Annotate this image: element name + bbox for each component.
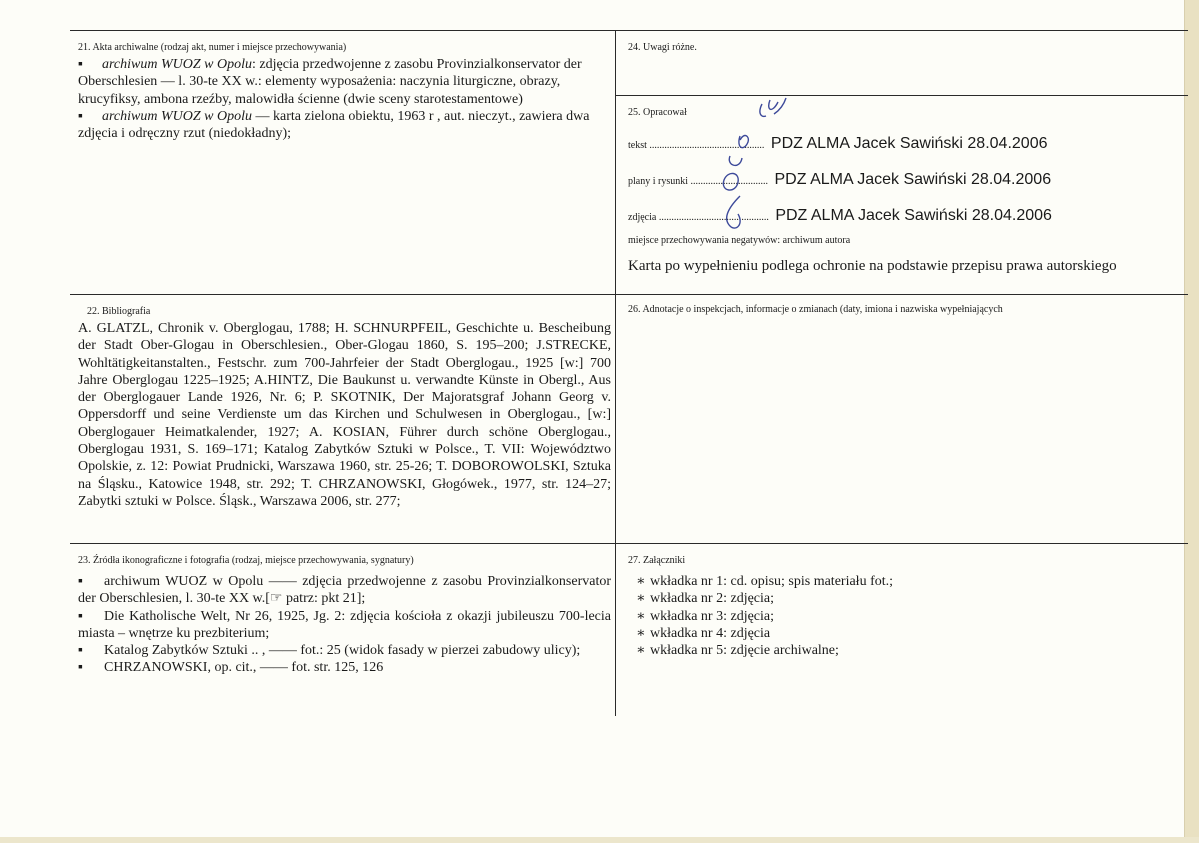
section-21-item-2 bbox=[78, 108, 608, 143]
section-25-title: 25. Opracował bbox=[628, 107, 687, 118]
row-zdjecia bbox=[628, 207, 1052, 225]
section-23-iconographic-sources bbox=[78, 555, 611, 677]
source-item: ▪ Katalog Zabytków Sztuki .. , —— fot.: 25 (widok fasady w pierzei zabudowy ulicy); bbox=[78, 643, 581, 659]
bullet-icon: ▪ bbox=[78, 608, 83, 624]
section-24-title: 24. Uwagi różne. bbox=[628, 42, 697, 53]
row-tekst bbox=[628, 135, 1047, 153]
section-27-attachments bbox=[628, 555, 1148, 659]
asterisk-icon: ∗ bbox=[636, 643, 646, 659]
bullet-icon: ▪ bbox=[78, 57, 83, 72]
source-item: ▪ archiwum WUOZ w Opolu —— zdjęcia przedwojenne z zasobu Provinzialkonservator der Oberschlesien, l. 30-te XX w.[☞ patrz: pkt 21]; bbox=[78, 574, 611, 607]
section-22-title: 22. Bibliografia bbox=[87, 306, 151, 317]
plany-label: plany i rysunki bbox=[628, 176, 688, 187]
section-21-archival-records bbox=[78, 42, 608, 142]
zdjecia-author: PDZ ALMA Jacek Sawiński 28.04.2006 bbox=[775, 207, 1052, 224]
rule-center bbox=[615, 30, 616, 716]
attachment-item: ∗ wkładka nr 5: zdjęcie archiwalne; bbox=[628, 642, 1148, 659]
asterisk-icon: ∗ bbox=[636, 574, 646, 589]
archive-name: archiwum WUOZ w Opolu bbox=[102, 108, 252, 124]
bibliography-text: A. GLATZL, Chronik v. Oberglogau, 1788; H. SCHNURPFEIL, Geschichte u. Bescheibung der Stadt Ober-Glogau in Oberschlesien., Ober-Glogau 1860, S. 195–200; J.STRECKE, Wohltätigkeitanstalten., Festschr. zum 700-Jahrfeier der Stadt Oberglogau., 1925 [w:] 700 Jahre Oberglogau 1225–1925; A.HINTZ, Die Baukunst u. verwandte Künste in Obergl., Aus der Oberglogauer Lande 1926, Nr. 6; P. SKOTNIK, Der Majoratsgraf Johann Georg v. Oppersdorff und seine Verdienste um das Kirchen und Schulwesen in Oberglogau., [w:] Oberglogauer Heimatkalender, 1927; A. KOSIAN, Führer durch schöne Oberglogau., Oberglogau 1931, S. 169–171; Katalog Zabytków Sztuki w Polsce., T. VII: Województwo Opolskie, z. 12: Powiat Prudnicki, Warszawa 1960, str. 25-26; T. DOBOROWOLSKI, Sztuka na Śląsku., Katowice 1948, str. 292; T. CHRZANOWSKI, Głogówek., 1977, str. 124–27; Zabytki sztuki w Polsce. Śląsk., Warszawa 2006, str. 277; bbox=[78, 321, 611, 509]
rule-row2 bbox=[70, 543, 1188, 544]
attachment-item: ∗ wkładka nr 1: cd. opisu; spis materiału fot.; bbox=[628, 573, 1148, 590]
section-21-title: 21. Akta archiwalne (rodzaj akt, numer i miejsce przechowywania) bbox=[78, 42, 347, 53]
paper-bottom-edge bbox=[0, 837, 1199, 843]
rule-row1 bbox=[70, 294, 1188, 295]
section-21-item-1 bbox=[78, 56, 608, 108]
zdjecia-label: zdjęcia bbox=[628, 212, 657, 223]
attachment-item: ∗ wkładka nr 3: zdjęcia; bbox=[628, 608, 1148, 625]
asterisk-icon: ∗ bbox=[636, 608, 646, 624]
section-26-title: 26. Adnotacje o inspekcjach, informacje o zmianach (daty, imiona i nazwiska wypełniających bbox=[628, 304, 1003, 315]
source-item: ▪ CHRZANOWSKI, op. cit., —— fot. str. 125, 126 bbox=[78, 660, 384, 676]
section-22-bibliography bbox=[78, 306, 611, 510]
archive-name: archiwum WUOZ w Opolu bbox=[102, 57, 252, 72]
tekst-author: PDZ ALMA Jacek Sawiński 28.04.2006 bbox=[770, 135, 1048, 152]
bullet-icon: ▪ bbox=[78, 643, 83, 659]
row-plany bbox=[628, 171, 1051, 189]
section-23-title: 23. Źródła ikonograficzne i fotografia (rodzaj, miejsce przechowywania, sygnatury) bbox=[78, 555, 414, 566]
section-21-item-2-text: — karta zielona obiektu, 1963 r , aut. nieczyt., zawiera dwa zdjęcia i odręczny rzut (niedokładny); bbox=[78, 108, 590, 142]
dotted-leader: .............................................. bbox=[649, 140, 765, 151]
bullet-icon: ▪ bbox=[78, 108, 83, 124]
copyright-notice: Karta po wypełnieniu podlega ochronie na podstawie przepisu prawa autorskiego bbox=[628, 258, 1117, 274]
plany-author: PDZ ALMA Jacek Sawiński 28.04.2006 bbox=[774, 171, 1052, 188]
attachment-item: ∗ wkładka nr 4: zdjęcia bbox=[628, 625, 1148, 642]
section-27-title: 27. Załączniki bbox=[628, 555, 686, 566]
dotted-leader: ............................... bbox=[690, 176, 768, 187]
attachment-item: ∗ wkładka nr 2: zdjęcia; bbox=[628, 590, 1148, 607]
tekst-label: tekst bbox=[628, 140, 647, 151]
asterisk-icon: ∗ bbox=[636, 591, 646, 607]
handwritten-signature bbox=[700, 96, 790, 236]
paper-edge bbox=[1184, 0, 1199, 843]
asterisk-icon: ∗ bbox=[636, 625, 646, 641]
bullet-icon: ▪ bbox=[78, 660, 83, 676]
source-item: ▪ Die Katholische Welt, Nr 26, 1925, Jg. 2: zdjęcia kościoła z okazji jubileuszu 700-lecia miasta – wnętrze ku prezbiterium; bbox=[78, 608, 611, 641]
negatives-location: miejsce przechowywania negatywów: archiwum autora bbox=[628, 235, 851, 246]
bullet-icon: ▪ bbox=[78, 574, 83, 589]
dotted-leader: ............................................ bbox=[658, 212, 769, 223]
section-21-item-1-text: : zdjęcia przedwojenne z zasobu Provinzialkonservator der Oberschlesien — l. 30-te XX w.: elementy wyposażenia: naczynia liturgiczne, obrazy, krucyfiksy, ambona rzeźby, malowidła ścienne (dwie sceny starotestamentowe) bbox=[78, 57, 582, 107]
rule-top bbox=[70, 30, 1188, 31]
